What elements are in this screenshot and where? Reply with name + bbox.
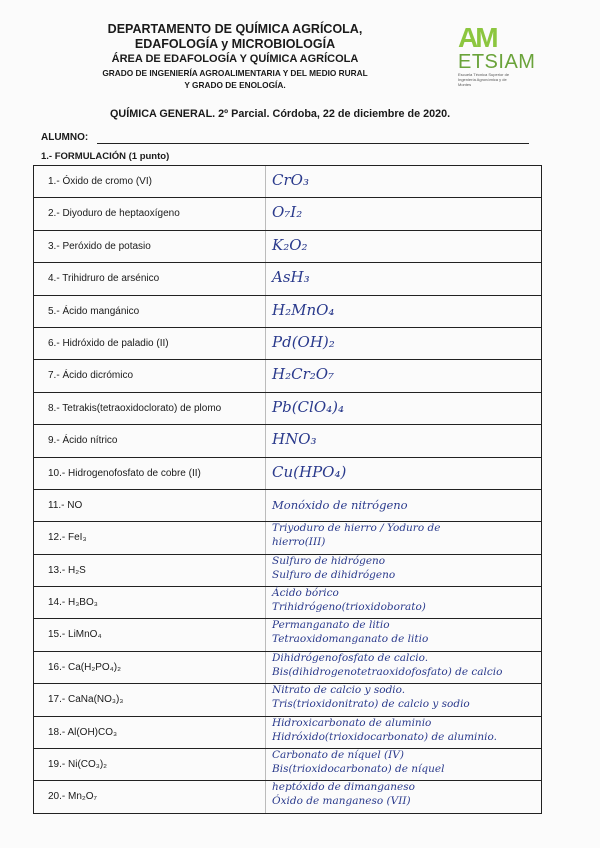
question-text: 13.- H₂S: [48, 564, 86, 576]
column-divider: [265, 652, 266, 683]
column-divider: [265, 393, 266, 424]
degree-line-2: Y GRADO DE ENOLOGÍA.: [184, 80, 286, 90]
student-label: ALUMNO:: [41, 132, 89, 143]
department-title: DEPARTAMENTO DE QUÍMICA AGRÍCOLA,: [107, 22, 363, 36]
column-divider: [265, 296, 266, 327]
column-divider: [265, 263, 266, 294]
column-divider: [265, 749, 266, 780]
table-row: [34, 490, 541, 522]
column-divider: [265, 231, 266, 262]
handwritten-answer[interactable]: Permanganato de litio: [272, 619, 390, 632]
department-subtitle: EDAFOLOGÍA y MICROBIOLOGÍA: [134, 37, 336, 51]
table-row: [34, 198, 541, 230]
handwritten-answer[interactable]: O₇I₂: [272, 203, 303, 222]
table-row: [34, 652, 541, 684]
question-text: 9.- Ácido nítrico: [48, 435, 118, 447]
handwritten-answer[interactable]: Carbonato de níquel (IV): [272, 749, 404, 762]
question-text: 16.- Ca(H₂PO₄)₂: [48, 661, 121, 673]
question-text: 4.- Trihidruro de arsénico: [48, 273, 160, 285]
handwritten-answer[interactable]: Pd(OH)₂: [272, 332, 335, 351]
question-text: 14.- H₃BO₃: [48, 597, 98, 609]
table-row: [34, 717, 541, 749]
question-text: 1.- Óxido de cromo (VI): [48, 176, 152, 187]
question-text: 17.- CaNa(NO₃)₃: [48, 694, 124, 706]
column-divider: [265, 619, 266, 650]
handwritten-answer[interactable]: Pb(ClO₄)₄: [272, 397, 344, 416]
table-row: [34, 458, 541, 490]
table-row: [34, 166, 541, 198]
column-divider: [265, 458, 266, 489]
table-row: [34, 296, 541, 328]
degree-line: GRADO DE INGENIERÍA AGROALIMENTARIA Y DEL MEDIO RURAL: [102, 68, 368, 78]
handwritten-answer[interactable]: HNO₃: [272, 430, 317, 449]
table-row: [34, 231, 541, 263]
logo-name: ETSIAM: [458, 51, 536, 73]
column-divider: [265, 587, 266, 618]
question-text: 12.- FeI₃: [48, 532, 87, 544]
column-divider: [265, 555, 266, 586]
handwritten-answer[interactable]: K₂O₂: [272, 235, 308, 254]
question-text: 7.- Ácido dicrómico: [48, 370, 134, 382]
handwritten-answer[interactable]: Tris(trioxidonitrato) de calcio y sodio: [272, 698, 470, 711]
table-row: [34, 425, 541, 457]
table-row: [34, 749, 541, 781]
handwritten-answer[interactable]: Trihidrógeno(trioxidoborato): [272, 601, 426, 614]
handwritten-answer[interactable]: Monóxido de nitrógeno: [272, 497, 408, 512]
column-divider: [265, 166, 266, 197]
handwritten-answer[interactable]: H₂Cr₂O₇: [272, 365, 335, 384]
table-row: [34, 328, 541, 360]
column-divider: [265, 425, 266, 456]
handwritten-answer[interactable]: Óxido de manganeso (VII): [272, 795, 411, 808]
logo-mark: AM: [458, 22, 496, 53]
handwritten-answer[interactable]: Ácido bórico: [272, 587, 339, 600]
area-title: ÁREA DE EDAFOLOGÍA Y QUÍMICA AGRÍCOLA: [111, 53, 359, 65]
handwritten-answer[interactable]: Nitrato de calcio y sodio.: [272, 684, 406, 697]
table-row: [34, 360, 541, 392]
question-text: 2.- Diyoduro de heptaoxígeno: [48, 208, 180, 220]
question-text: 19.- Ni(CO₃)₂: [48, 759, 108, 771]
handwritten-answer[interactable]: heptóxido de dimanganeso: [272, 781, 415, 794]
table-row: [34, 263, 541, 295]
question-text: 15.- LiMnO₄: [48, 629, 102, 641]
question-text: 6.- Hidróxido de paladio (II): [48, 337, 169, 349]
handwritten-answer[interactable]: Hidroxicarbonato de aluminio: [272, 716, 432, 729]
table-row: [34, 684, 541, 716]
handwritten-answer[interactable]: Tetraoxidomanganato de litio: [272, 633, 429, 646]
etsiam-logo: [458, 24, 563, 94]
column-divider: [265, 522, 266, 553]
handwritten-answer[interactable]: H₂MnO₄: [272, 300, 335, 319]
question-text: 11.- NO: [48, 499, 83, 511]
column-divider: [265, 781, 266, 812]
handwritten-answer[interactable]: Bis(dihidrogenotetraoxidofosfato) de calcio: [272, 665, 503, 678]
question-text: 20.- Mn₂O₇: [48, 791, 97, 803]
logo-subtitle: Escuela Técnica Superior de Ingeniería Agronómica y de Montes: [458, 72, 510, 87]
handwritten-answer[interactable]: Triyoduro de hierro / Yoduro de: [272, 522, 441, 535]
question-text: 18.- Al(OH)CO₃: [48, 726, 118, 738]
column-divider: [265, 684, 266, 715]
handwritten-answer[interactable]: Bis(trioxidocarbonato) de níquel: [272, 763, 445, 776]
table-row: [34, 619, 541, 651]
exam-title: QUÍMICA GENERAL. 2º Parcial. Córdoba, 22 de diciembre de 2020.: [110, 108, 451, 120]
handwritten-answer[interactable]: Sulfuro de dihidrógeno: [272, 568, 396, 581]
table-row: [34, 522, 541, 554]
table-row: [34, 555, 541, 587]
question-text: 8.- Tetrakis(tetraoxidoclorato) de plomo: [48, 402, 222, 414]
section-title: 1.- FORMULACIÓN (1 punto): [41, 151, 170, 162]
handwritten-answer[interactable]: Cu(HPO₄): [272, 462, 347, 481]
question-text: 10.- Hidrogenofosfato de cobre (II): [48, 467, 201, 479]
handwritten-answer[interactable]: CrO₃: [272, 171, 309, 189]
handwritten-answer[interactable]: AsH₃: [272, 268, 310, 287]
student-name-field[interactable]: [97, 143, 529, 144]
column-divider: [265, 328, 266, 359]
table-row: [34, 393, 541, 425]
column-divider: [265, 490, 266, 521]
handwritten-answer[interactable]: hierro(III): [272, 536, 326, 549]
handwritten-answer[interactable]: Dihidrógenofosfato de calcio.: [272, 651, 429, 664]
column-divider: [265, 198, 266, 229]
handwritten-answer[interactable]: Hidróxido(trioxidocarbonato) de aluminio.: [272, 730, 498, 743]
table-row: [34, 781, 541, 813]
column-divider: [265, 717, 266, 748]
formulation-table: [33, 165, 542, 814]
table-row: [34, 587, 541, 619]
column-divider: [265, 360, 266, 391]
handwritten-answer[interactable]: Sulfuro de hidrógeno: [272, 554, 386, 567]
question-text: 5.- Ácido mangánico: [48, 305, 140, 317]
question-text: 3.- Peróxido de potasio: [48, 240, 151, 252]
